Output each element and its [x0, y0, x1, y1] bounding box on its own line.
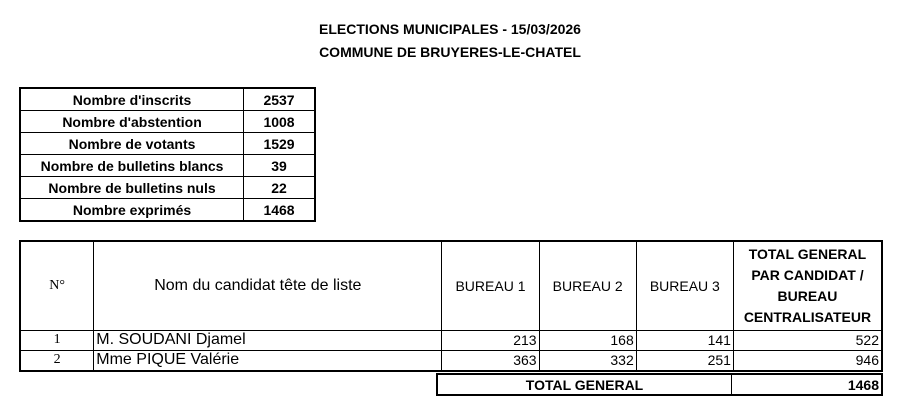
- grand-total-table: [436, 373, 883, 396]
- header-total-line: PAR CANDIDAT /: [751, 266, 864, 283]
- grand-total-row: [437, 374, 882, 395]
- stats-label: Nombre exprimés: [20, 199, 244, 222]
- stats-value: 1529: [244, 133, 315, 155]
- candidate-total: 522: [733, 330, 882, 350]
- stats-value: 2537: [244, 88, 315, 111]
- candidate-name: Mme PIQUE Valérie: [94, 350, 442, 371]
- stats-label: Nombre de bulletins blancs: [20, 155, 244, 177]
- table-row: [20, 330, 882, 350]
- bureau-3-votes: 141: [636, 330, 733, 350]
- page-title: ELECTIONS MUNICIPALES - 15/03/2026: [319, 21, 581, 37]
- candidate-total: 946: [733, 350, 882, 371]
- grand-total-label: TOTAL GENERAL: [437, 374, 732, 395]
- table-row: [20, 350, 882, 371]
- header-bureau-2: BUREAU 2: [539, 241, 636, 330]
- bureau-1-votes: 363: [442, 350, 539, 371]
- stats-label: Nombre de bulletins nuls: [20, 177, 244, 199]
- candidate-name: M. SOUDANI Djamel: [94, 330, 442, 350]
- header-total-line: BUREAU: [777, 287, 838, 304]
- header-bureau-3: BUREAU 3: [636, 241, 733, 330]
- stats-label: Nombre de votants: [20, 133, 244, 155]
- stats-table: [19, 87, 316, 222]
- stats-row: [20, 199, 315, 222]
- row-number: 1: [20, 330, 94, 350]
- stats-row: [20, 155, 315, 177]
- stats-row: [20, 177, 315, 199]
- header-total: [733, 241, 882, 330]
- header-total-line: TOTAL GENERAL: [748, 245, 867, 262]
- stats-label: Nombre d'inscrits: [20, 88, 244, 111]
- stats-value: 1008: [244, 111, 315, 133]
- bureau-3-votes: 251: [636, 350, 733, 371]
- bureau-2-votes: 168: [539, 330, 636, 350]
- stats-value: 39: [244, 155, 315, 177]
- results-header-row: [20, 241, 882, 330]
- header-bureau-1: BUREAU 1: [442, 241, 539, 330]
- stats-row: [20, 111, 315, 133]
- stats-row: [20, 88, 315, 111]
- page-subtitle: COMMUNE DE BRUYERES-LE-CHATEL: [319, 44, 581, 60]
- header-candidate-name: Nom du candidat tête de liste: [94, 241, 442, 330]
- results-table: [19, 240, 883, 372]
- stats-row: [20, 133, 315, 155]
- stats-value: 1468: [244, 199, 315, 222]
- row-number: 2: [20, 350, 94, 371]
- bureau-1-votes: 213: [442, 330, 539, 350]
- grand-total-value: 1468: [732, 374, 882, 395]
- bureau-2-votes: 332: [539, 350, 636, 371]
- stats-value: 22: [244, 177, 315, 199]
- header-number: N°: [20, 241, 94, 330]
- header-total-line: CENTRALISATEUR: [743, 308, 872, 325]
- stats-label: Nombre d'abstention: [20, 111, 244, 133]
